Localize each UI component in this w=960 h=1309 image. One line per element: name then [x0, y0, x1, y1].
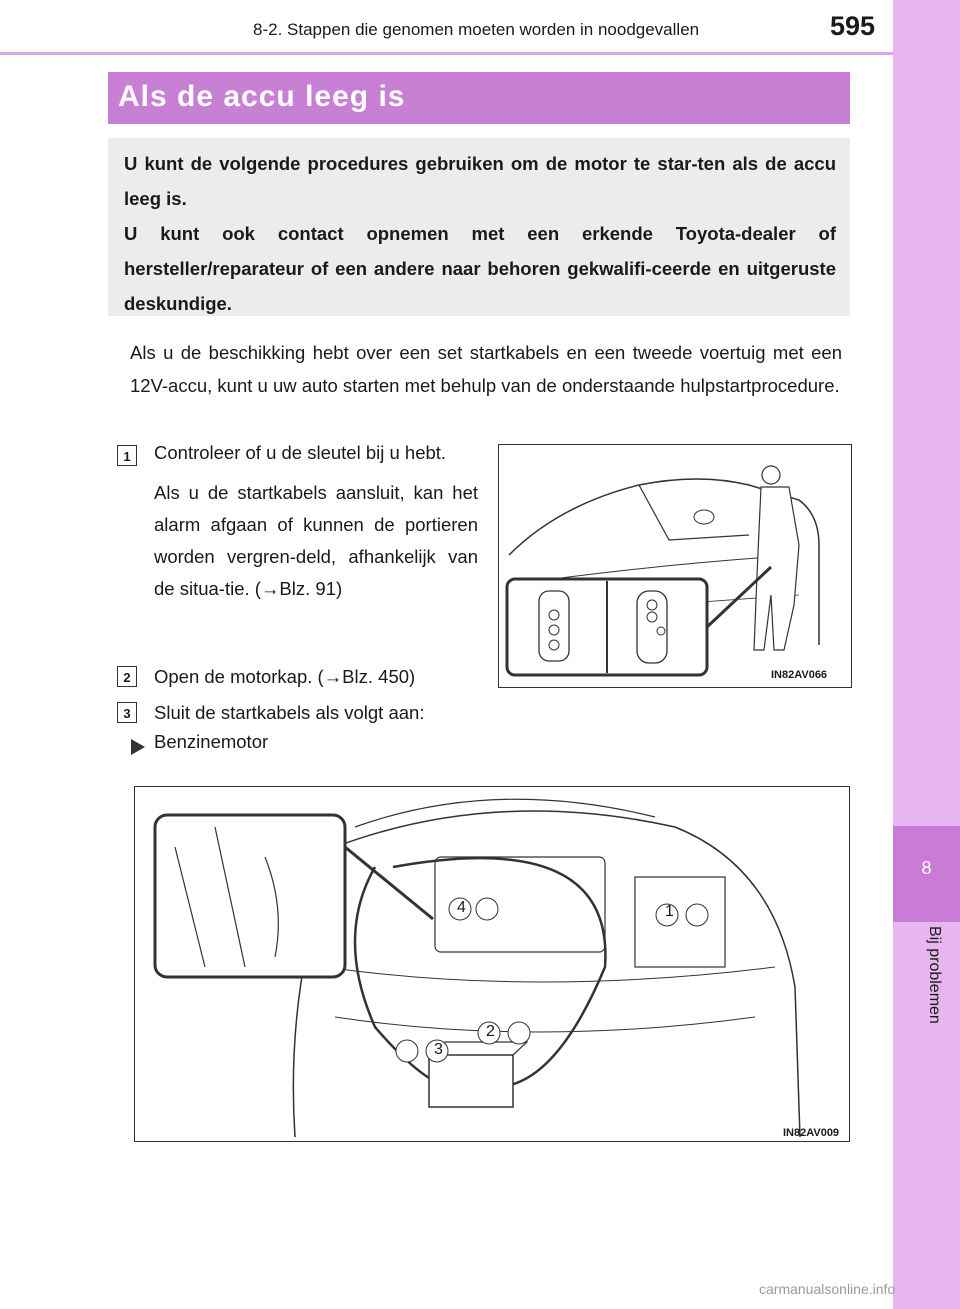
bullet-arrow-icon	[131, 739, 145, 755]
callout-3: 3	[434, 1041, 443, 1058]
watermark: carmanualsonline.info	[759, 1281, 896, 1297]
bullet-text: Benzinemotor	[154, 731, 269, 752]
side-tab	[893, 0, 960, 1309]
side-tab-number: 8	[921, 858, 932, 878]
intro-text: U kunt de volgende procedures gebruiken om de motor te star-ten als de accu leeg is. U kunt ook contact opnemen met een erkende Toyota-dealer of hersteller/reparateur of een andere naar behoren gekwalifi-ceerde en uitgeruste deskundige.	[124, 153, 836, 314]
figure-engine-jumpstart	[134, 786, 850, 1142]
step-3-text: Sluit de startkabels als volgt aan:	[154, 702, 425, 723]
engine-bay-illustration	[135, 787, 849, 1141]
step-1	[154, 437, 478, 605]
step-1-text: Controleer of u de sleutel bij u hebt.	[154, 442, 447, 463]
body-paragraph: Als u de beschikking hebt over een set startkabels en een tweede voertuig met een 12V-accu, kunt u uw auto starten met behulp van de onderstaande hulpstartprocedure.	[130, 342, 842, 396]
step-number-2: 2	[117, 666, 137, 687]
figure-2-code: IN82AV009	[783, 1127, 840, 1139]
car-key-illustration	[499, 445, 851, 687]
step-number-3: 3	[117, 702, 137, 723]
callout-1: 1	[665, 903, 674, 920]
chapter-title: 8-2. Stappen die genomen moeten worden in noodgevallen	[253, 20, 700, 39]
step-number-1: 1	[117, 445, 137, 466]
page-number: 595	[830, 11, 876, 41]
step-1-note: Als u de startkabels aansluit, kan het alarm afgaan of kunnen de portieren worden vergren-deld, afhankelijk van de situa-tie. (→Blz. 91)	[154, 482, 478, 599]
callout-4: 4	[457, 899, 466, 916]
figure-key-check	[498, 444, 852, 688]
callout-2: 2	[486, 1023, 495, 1040]
side-tab-label: Bij problemen	[926, 926, 943, 1024]
section-title: Als de accu leeg is	[118, 80, 406, 113]
figure-1-code: IN82AV066	[771, 669, 828, 681]
header-rule	[0, 52, 893, 55]
step-2-text: Open de motorkap. (→Blz. 450)	[154, 666, 416, 687]
